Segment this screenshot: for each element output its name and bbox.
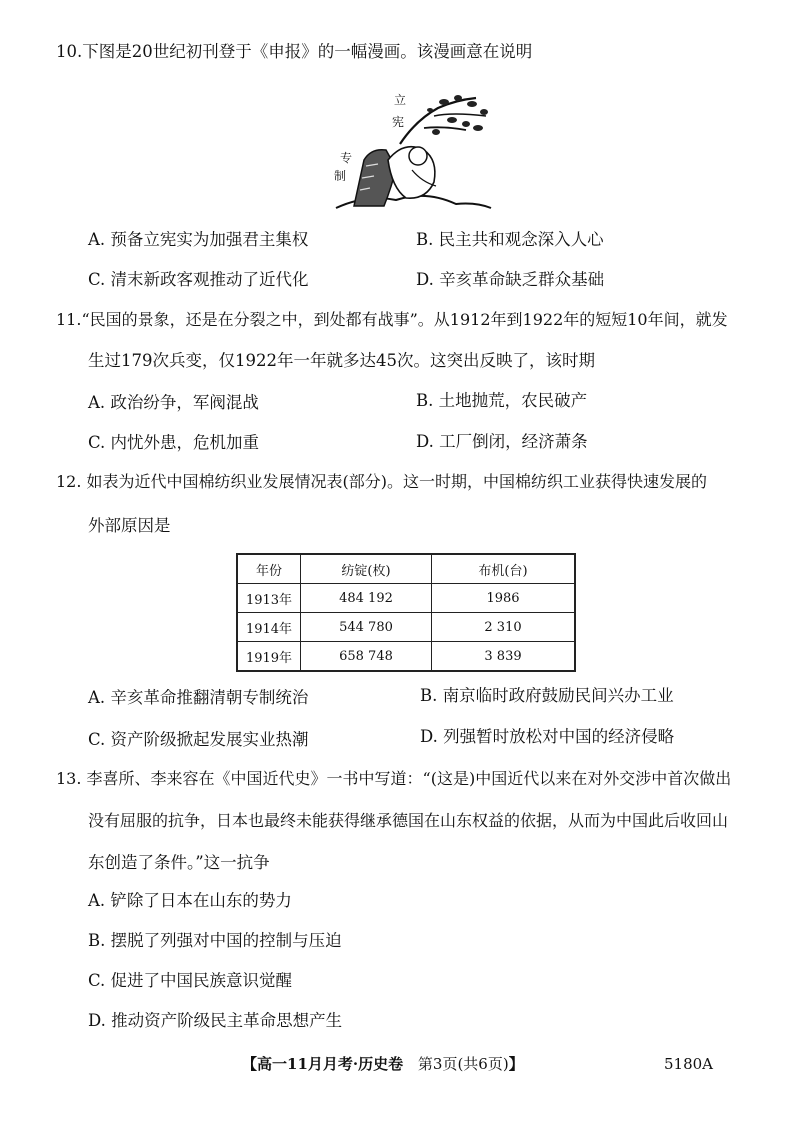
footer-open-bracket: 【 bbox=[242, 1055, 258, 1073]
q13-option-d: D. 推动资产阶级民主革命思想产生 bbox=[88, 1011, 343, 1030]
q12-stem-line1: 12. 如表为近代中国棉纺织业发展情况表(部分)。这一时期，中国棉纺织工业获得快速发展的 bbox=[56, 472, 708, 491]
q11-stem-line1: 11.“民国的景象，还是在分裂之中，到处都有战事”。从1912年到1922年的短短10年间，就发 bbox=[56, 310, 728, 329]
table-cell-looms: 3 839 bbox=[432, 642, 576, 672]
q11-option-a: A. 政治纷争，军阀混战 bbox=[88, 393, 259, 412]
table-cell-spindles: 484 192 bbox=[301, 584, 432, 613]
page-footer bbox=[242, 1057, 524, 1072]
q11-stem-line2: 生过179次兵变，仅1922年一年就多达45次。这突出反映了，该时期 bbox=[88, 351, 595, 370]
table-cell-spindles: 544 780 bbox=[301, 613, 432, 642]
q10-option-b: B. 民主共和观念深入人心 bbox=[416, 230, 604, 249]
q13-option-c: C. 促进了中国民族意识觉醒 bbox=[88, 971, 293, 990]
q13-option-b: B. 摆脱了列强对中国的控制与压迫 bbox=[88, 931, 342, 950]
q11-option-b: B. 土地抛荒，农民破产 bbox=[416, 391, 588, 410]
q12-option-a: A. 辛亥革命推翻清朝专制统治 bbox=[88, 688, 309, 707]
table-cell-year: 1919年 bbox=[237, 642, 301, 672]
table-row bbox=[237, 584, 575, 613]
table-header-row bbox=[237, 554, 575, 584]
q13-stem-line2: 没有屈服的抗争，日本也最终未能获得继承德国在山东权益的依据，从而为中国此后收回山 bbox=[88, 811, 729, 830]
q13-option-a: A. 铲除了日本在山东的势力 bbox=[88, 891, 292, 910]
q10-option-c: C. 清末新政客观推动了近代化 bbox=[88, 270, 309, 289]
table-row bbox=[237, 613, 575, 642]
cartoon-label-li: 立 bbox=[394, 93, 407, 107]
table-cell-year: 1913年 bbox=[237, 584, 301, 613]
q11-option-d: D. 工厂倒闭，经济萧条 bbox=[416, 432, 588, 451]
cartoon-label-zhuan: 专 bbox=[340, 151, 353, 165]
table-cell-looms: 1986 bbox=[432, 584, 576, 613]
q13-stem-line3: 东创造了条件。”这一抗争 bbox=[88, 853, 270, 872]
cartoon-illustration bbox=[326, 90, 496, 212]
cotton-industry-table bbox=[236, 553, 576, 672]
q12-option-b: B. 南京临时政府鼓励民间兴办工业 bbox=[420, 686, 674, 705]
q12-stem-line2: 外部原因是 bbox=[88, 516, 171, 535]
table-header-year: 年份 bbox=[237, 554, 301, 584]
q13-stem-line1: 13. 李喜所、李来容在《中国近代史》一书中写道：“(这是)中国近代以来在对外交涉中首次做出 bbox=[56, 769, 732, 788]
cartoon-label-zhi: 制 bbox=[334, 169, 347, 183]
footer-exam-title: 高一11月月考·历史卷 bbox=[257, 1055, 404, 1073]
q12-option-c: C. 资产阶级掀起发展实业热潮 bbox=[88, 730, 309, 749]
q12-option-d: D. 列强暂时放松对中国的经济侵略 bbox=[420, 727, 675, 746]
footer-close-bracket: 】 bbox=[508, 1055, 524, 1073]
q10-option-d: D. 辛亥革命缺乏群众基础 bbox=[416, 270, 605, 289]
table-cell-year: 1914年 bbox=[237, 613, 301, 642]
table-header-spindles: 纺锭(枚) bbox=[301, 554, 432, 584]
footer-page-number: 第3页(共6页) bbox=[417, 1055, 509, 1073]
table-row bbox=[237, 642, 575, 672]
cartoon-label-xian: 宪 bbox=[392, 115, 405, 129]
q10-stem: 10.下图是20世纪初刊登于《申报》的一幅漫画。该漫画意在说明 bbox=[56, 42, 533, 61]
table-cell-spindles: 658 748 bbox=[301, 642, 432, 672]
footer-paper-code: 5180A bbox=[664, 1055, 714, 1073]
table-cell-looms: 2 310 bbox=[432, 613, 576, 642]
table-header-looms: 布机(台) bbox=[432, 554, 576, 584]
q10-option-a: A. 预备立宪实为加强君主集权 bbox=[88, 230, 309, 249]
q11-option-c: C. 内忧外患，危机加重 bbox=[88, 433, 260, 452]
